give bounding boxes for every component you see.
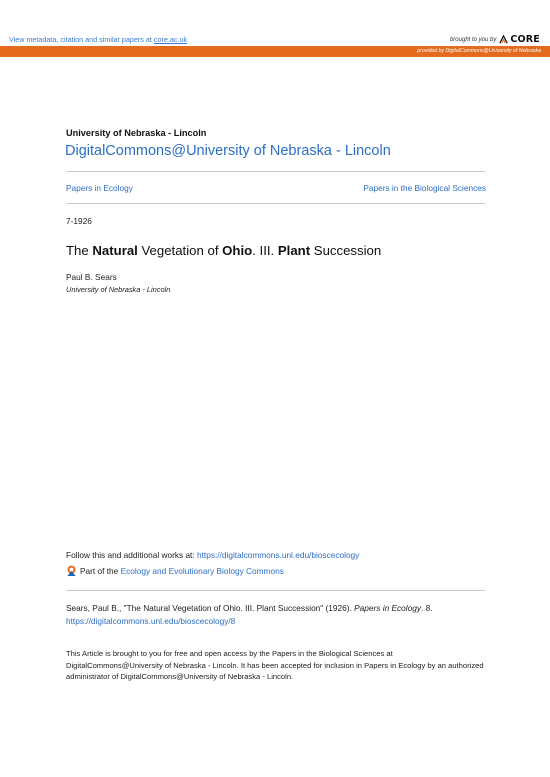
follow-url-link[interactable]: https://digitalcommons.unl.edu/bioscecology xyxy=(196,550,360,560)
core-metadata-prefix: View metadata, citation and similar papers at xyxy=(9,35,154,44)
repository-link[interactable]: DigitalCommons@University of Nebraska - Lincoln xyxy=(65,143,391,159)
citation-text: Sears, Paul B., "The Natural Vegetation of Ohio. III. Plant Succession" (1926). xyxy=(66,603,355,613)
recommended-citation xyxy=(66,602,486,628)
divider xyxy=(66,171,485,172)
author-affiliation: University of Nebraska - Lincoln xyxy=(66,285,171,294)
part-of-line xyxy=(66,565,284,577)
provided-by-text: provided by DigitalCommons@University of Nebraska xyxy=(417,48,541,54)
citation-url-link[interactable]: https://digitalcommons.unl.edu/bioscecology/8 xyxy=(66,616,236,626)
article-title xyxy=(66,243,381,258)
publication-date: 7-1926 xyxy=(66,216,92,226)
core-brand[interactable] xyxy=(450,34,540,45)
author-name: Paul B. Sears xyxy=(66,272,117,282)
divider xyxy=(66,203,485,204)
collection-link-ecology[interactable]: Papers in Ecology xyxy=(66,183,133,193)
follow-prefix: Follow this and additional works at: xyxy=(66,550,197,560)
collection-link-biological-sciences[interactable]: Papers in the Biological Sciences xyxy=(363,183,486,193)
part-of-prefix: Part of the xyxy=(80,566,121,576)
title-segment: Vegetation of xyxy=(137,243,223,258)
title-segment: . III. xyxy=(252,243,278,258)
core-ac-uk-link[interactable]: core.ac.uk xyxy=(153,35,188,44)
core-logo-icon xyxy=(499,35,508,44)
divider xyxy=(66,590,485,591)
core-logo[interactable] xyxy=(499,34,540,45)
citation-journal: Papers in Ecology xyxy=(354,603,422,613)
brought-by-text: brought to you by xyxy=(449,36,497,43)
citation-suffix: . 8. xyxy=(421,603,433,613)
network-commons-icon xyxy=(66,565,77,577)
title-segment: Succession xyxy=(310,243,382,258)
title-segment: Ohio xyxy=(222,243,253,258)
core-logo-text: CORE xyxy=(510,34,540,45)
core-metadata-link[interactable] xyxy=(9,35,187,44)
access-notice: This Article is brought to you for free and open access by the Papers in the Biological Sciences at DigitalCommons@University of Nebraska - Lincoln. It has been accepted for inclusion in Papers in Ecology by an authorized administrator of DigitalCommons@University of Nebraska - Lincoln. xyxy=(66,649,484,681)
core-banner xyxy=(0,0,550,46)
title-segment: Natural xyxy=(92,243,138,258)
commons-link[interactable]: Ecology and Evolutionary Biology Commons xyxy=(120,566,284,576)
provider-bar xyxy=(0,46,550,57)
title-segment: The xyxy=(66,243,93,258)
follow-line xyxy=(66,550,359,560)
institution-name: University of Nebraska - Lincoln xyxy=(66,128,207,138)
title-segment: Plant xyxy=(277,243,311,258)
